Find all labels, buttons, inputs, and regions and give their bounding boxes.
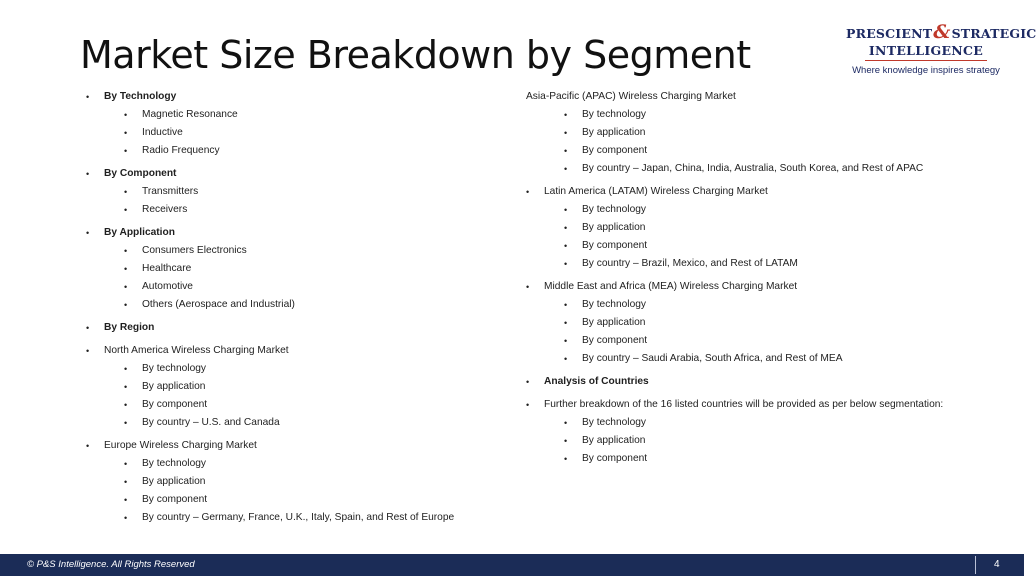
bullet-icon: • [124, 246, 128, 256]
sub-list-item-label: By technology [142, 363, 206, 374]
sub-list-item-label: By country – Saudi Arabia, South Africa, and Rest of MEA [582, 353, 843, 364]
bullet-icon: • [564, 146, 568, 156]
sub-list-item-label: By component [142, 399, 208, 410]
sub-list-item [526, 106, 1006, 124]
list-item-label: Europe Wireless Charging Market [104, 440, 257, 451]
sub-list-item [86, 396, 506, 414]
footer-bar [0, 554, 1024, 576]
bullet-icon: • [564, 241, 568, 251]
logo-wordmark-line2: INTELLIGENCE [865, 43, 987, 61]
bullet-icon: • [124, 513, 128, 523]
list-item [86, 437, 506, 455]
bullet-icon: • [564, 336, 568, 346]
sub-list-item-label: By component [582, 145, 648, 156]
bullet-icon: • [124, 400, 128, 410]
bullet-icon: • [526, 400, 530, 410]
list-item-label: By Component [104, 168, 177, 179]
bullet-icon: • [564, 300, 568, 310]
sub-list-item [526, 332, 1006, 350]
list-item [526, 278, 1006, 296]
list-item-label: By Region [104, 322, 155, 333]
sub-list-item-label: By component [142, 494, 208, 505]
sub-list-item-label: By country – U.S. and Canada [142, 417, 280, 428]
list-item [526, 183, 1006, 201]
sub-list-item-label: Healthcare [142, 263, 192, 274]
sub-list-item [86, 278, 506, 296]
sub-list-item-label: By component [582, 335, 648, 346]
sub-list-item [86, 242, 506, 260]
sub-list-item-label: Inductive [142, 127, 183, 138]
logo-wordmark: PRESCIENT&STRATEGIC [846, 21, 1036, 43]
sub-list-item-label: By application [142, 381, 206, 392]
bullet-icon: • [124, 459, 128, 469]
bullet-icon: • [86, 441, 90, 451]
sub-list-item-label: By technology [142, 458, 206, 469]
copyright-text: © P&S Intelligence. All Rights Reserved [27, 559, 195, 570]
sub-list-item [86, 296, 506, 314]
list-item-label: By Application [104, 227, 175, 238]
sub-list-item [86, 455, 506, 473]
bullet-icon: • [564, 454, 568, 464]
sub-list-item-label: By component [582, 453, 648, 464]
sub-list-item [526, 142, 1006, 160]
bullet-icon: • [124, 364, 128, 374]
sub-list-item [86, 360, 506, 378]
sub-list-item [526, 350, 1006, 368]
list-item [526, 373, 1006, 391]
sub-list-item [86, 124, 506, 142]
sub-list-item [526, 201, 1006, 219]
bullet-icon: • [86, 323, 90, 333]
sub-list-item-label: Automotive [142, 281, 193, 292]
sub-list-item [526, 237, 1006, 255]
bullet-icon: • [124, 146, 128, 156]
sub-list-item [526, 314, 1006, 332]
sub-list-item [86, 414, 506, 432]
sub-list-item-label: By application [582, 317, 646, 328]
bullet-icon: • [564, 259, 568, 269]
sub-list-item [86, 260, 506, 278]
sub-list-item [526, 432, 1006, 450]
bullet-icon: • [564, 436, 568, 446]
sub-list-item [86, 491, 506, 509]
sub-list-item-label: By country – Japan, China, India, Australia, South Korea, and Rest of APAC [582, 163, 924, 174]
sub-list-item-label: Transmitters [142, 186, 199, 197]
sub-list-item-label: Radio Frequency [142, 145, 220, 156]
sub-list-item [526, 296, 1006, 314]
sub-list-item-label: By technology [582, 204, 646, 215]
sub-list-item-label: Receivers [142, 204, 188, 215]
sub-list-item [86, 142, 506, 160]
sub-list-item-label: By application [582, 222, 646, 233]
bullet-icon: • [124, 264, 128, 274]
bullet-icon: • [124, 300, 128, 310]
list-item [86, 224, 506, 242]
sub-list-item [526, 160, 1006, 178]
bullet-icon: • [124, 477, 128, 487]
page-number: 4 [994, 559, 1000, 570]
bullet-icon: • [86, 169, 90, 179]
footer-divider [975, 556, 976, 574]
sub-list-item [526, 124, 1006, 142]
bullet-icon: • [124, 187, 128, 197]
sub-list-item [526, 255, 1006, 273]
bullet-icon: • [564, 418, 568, 428]
sub-list-item-label: By country – Brazil, Mexico, and Rest of LATAM [582, 258, 798, 269]
sub-list-item-label: By application [582, 127, 646, 138]
bullet-icon: • [526, 187, 530, 197]
sub-list-item-label: Magnetic Resonance [142, 109, 238, 120]
sub-list-item [86, 473, 506, 491]
slide-title: Market Size Breakdown by Segment [80, 33, 751, 77]
list-item [526, 396, 1006, 414]
bullet-icon: • [526, 377, 530, 387]
bullet-icon: • [564, 223, 568, 233]
bullet-icon: • [124, 495, 128, 505]
sub-list-item-label: By application [142, 476, 206, 487]
list-item-label: North America Wireless Charging Market [104, 345, 289, 356]
sub-list-item-label: Others (Aerospace and Industrial) [142, 299, 295, 310]
list-item-label: Analysis of Countries [544, 376, 649, 387]
sub-list-item [86, 106, 506, 124]
bullet-icon: • [124, 110, 128, 120]
sub-list-item-label: Consumers Electronics [142, 245, 247, 256]
list-item-label: Asia-Pacific (APAC) Wireless Charging Market [526, 91, 736, 102]
bullet-icon: • [124, 282, 128, 292]
list-item [526, 88, 1006, 106]
bullet-icon: • [564, 205, 568, 215]
sub-list-item [86, 378, 506, 396]
left-segment-list [86, 88, 506, 527]
list-item-label: Further breakdown of the 16 listed countries will be provided as per below segmentation: [544, 399, 944, 410]
sub-list-item [526, 219, 1006, 237]
list-item [86, 165, 506, 183]
bullet-icon: • [564, 318, 568, 328]
bullet-icon: • [564, 128, 568, 138]
sub-list-item-label: By country – Germany, France, U.K., Italy, Spain, and Rest of Europe [142, 512, 455, 523]
sub-list-item-label: By technology [582, 417, 646, 428]
list-item [86, 88, 506, 106]
sub-list-item [526, 450, 1006, 468]
bullet-icon: • [564, 164, 568, 174]
bullet-icon: • [564, 354, 568, 364]
bullet-icon: • [86, 92, 90, 102]
bullet-icon: • [564, 110, 568, 120]
list-item [86, 342, 506, 360]
company-logo [846, 21, 1036, 80]
right-segment-list [526, 88, 1006, 468]
list-item-label: Middle East and Africa (MEA) Wireless Charging Market [544, 281, 798, 292]
sub-list-item [86, 201, 506, 219]
bullet-icon: • [124, 205, 128, 215]
segment-list-left [86, 88, 506, 527]
sub-list-item-label: By technology [582, 109, 646, 120]
sub-list-item-label: By component [582, 240, 648, 251]
bullet-icon: • [124, 418, 128, 428]
sub-list-item-label: By application [582, 435, 646, 446]
sub-list-item-label: By technology [582, 299, 646, 310]
segment-list-right [526, 88, 1006, 468]
sub-list-item [86, 183, 506, 201]
list-item-label: By Technology [104, 91, 177, 102]
bullet-icon: • [86, 346, 90, 356]
bullet-icon: • [124, 128, 128, 138]
logo-tagline: Where knowledge inspires strategy [852, 65, 1000, 76]
list-item-label: Latin America (LATAM) Wireless Charging Market [544, 186, 768, 197]
bullet-icon: • [124, 382, 128, 392]
bullet-icon: • [86, 228, 90, 238]
bullet-icon: • [526, 282, 530, 292]
sub-list-item [526, 414, 1006, 432]
list-item [86, 319, 506, 337]
sub-list-item [86, 509, 506, 527]
